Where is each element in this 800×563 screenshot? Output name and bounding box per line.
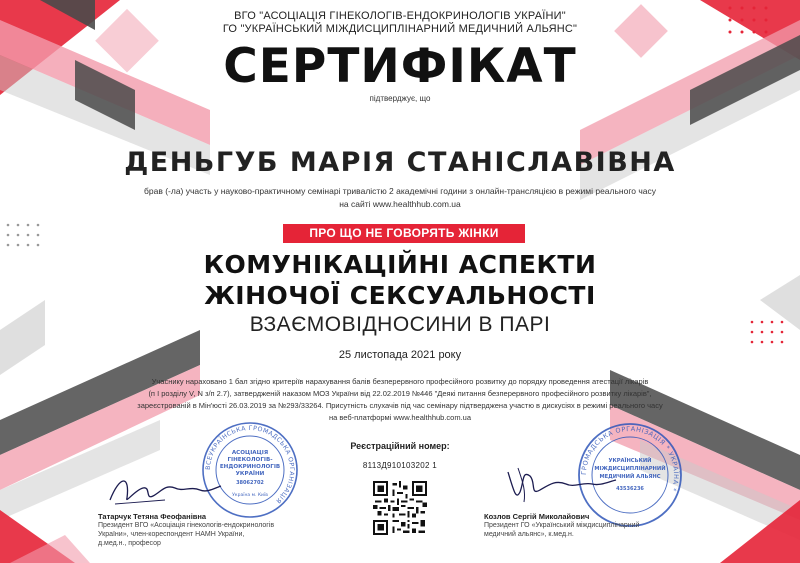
right-signatory-title-2: медичний альянс», к.мед.н.: [484, 531, 574, 538]
left-stamp-ring-text: ВСЕУКРАЇНСЬКА ГРОМАДСЬКА ОРГАНІЗАЦІЯ: [204, 424, 296, 505]
right-signatory-title-1: Президент ГО «Український міждисциплінарний: [484, 522, 640, 529]
topic-line-2: ЖІНОЧОЇ СЕКСУАЛЬНОСТІ: [204, 281, 596, 310]
subtopic: ВЗАЄМОВІДНОСИНИ В ПАРІ: [249, 313, 551, 336]
left-signatory: [98, 512, 338, 548]
right-stamp-ring-text: ГРОМАДСЬКА ОРГАНІЗАЦІЯ * УКРАЇНА *: [579, 424, 681, 493]
left-stamp-city: Україна м. Київ: [232, 493, 268, 498]
organization-line-2: ГО "УКРАЇНСЬКИЙ МІЖДИСЦИПЛІНАРНИЙ МЕДИЧНИЙ АЛЬЯНС": [222, 23, 578, 35]
topic-line-1: КОМУНІКАЦІЙНІ АСПЕКТИ: [203, 250, 597, 279]
confirms-text: підтверджує, що: [369, 94, 431, 103]
qr-code: [373, 481, 427, 535]
credits-line-2: (п І розділу V, N з/п 2.7), затвердженій наказом МОЗ України від 22.02.2019 №446 "Деякі питання безперервного професійного розвитку лікарів",: [148, 389, 652, 398]
credits-line-3: зареєстрованій в Мін'юсті 26.03.2019 за №293/33264. Присутність слухачів під час семінару підтверджена участю в дискусіях в режимі реального часу: [137, 401, 663, 410]
left-stamp-code: 38062702: [236, 480, 264, 486]
right-stamp-line-2: МІЖДИСЦИПЛІНАРНИЙ: [594, 466, 666, 472]
participation-line-2: на сайті www.healthhub.com.ua: [339, 199, 461, 209]
credits-line-4: на веб-платформі www.healthhub.com.ua: [328, 413, 472, 422]
left-signatory-title-2: України», член-кореспондент НАМН України,: [98, 531, 245, 538]
right-signatory: [484, 512, 704, 539]
certificate-title: СЕРТИФІКАТ: [223, 39, 577, 94]
organization-line-1: ВГО "АСОЦІАЦІЯ ГІНЕКОЛОГІВ-ЕНДОКРИНОЛОГІВ УКРАЇНИ": [234, 10, 566, 22]
left-stamp-line-2: ГІНЕКОЛОГІВ-: [227, 457, 273, 463]
credits-line-1: Учаснику нараховано 1 бал згідно критеріїв нарахування балів безперервного професійного розвитку до порядку проведення атестації лікарів: [151, 377, 649, 386]
registration-number: 8113Д910103202 1: [362, 461, 438, 470]
left-stamp-line-3: ЕНДОКРИНОЛОГІВ: [219, 464, 281, 470]
right-signature: [500, 462, 620, 507]
right-stamp-code: 43536236: [616, 486, 644, 492]
participation-line-1: брав (-ла) участь у науково-практичному семінарі тривалістю 2 академічні години з онлайн-трансляцією в режимі реального часу: [144, 186, 656, 196]
dot-grid-left: [7, 224, 40, 247]
seminar-date: 25 листопада 2021 року: [338, 349, 462, 361]
left-signature: [105, 470, 225, 510]
seminar-banner: ПРО ЩО НЕ ГОВОРЯТЬ ЖІНКИ: [283, 224, 525, 243]
left-signatory-name: Татарчук Тетяна Феофанівна: [98, 512, 207, 521]
left-stamp-line-4: УКРАЇНИ: [235, 471, 265, 477]
registration-label: Реєстраційний номер:: [350, 441, 450, 451]
right-stamp-line-1: УКРАЇНСЬКИЙ: [608, 458, 652, 464]
right-stamp-line-3: МЕДИЧНИЙ АЛЬЯНС: [599, 474, 661, 480]
left-signatory-title-1: Президент ВГО «Асоціація гінекологів-ендокринологів: [98, 522, 275, 529]
right-signatory-name: Козлов Сергій Миколайович: [484, 512, 590, 521]
recipient-name: ДЕНЬГУБ МАРІЯ СТАНІСЛАВІВНА: [124, 147, 676, 178]
left-signatory-title-3: д.мед.н., професор: [98, 540, 161, 547]
left-stamp-line-1: АСОЦІАЦІЯ: [231, 450, 269, 456]
